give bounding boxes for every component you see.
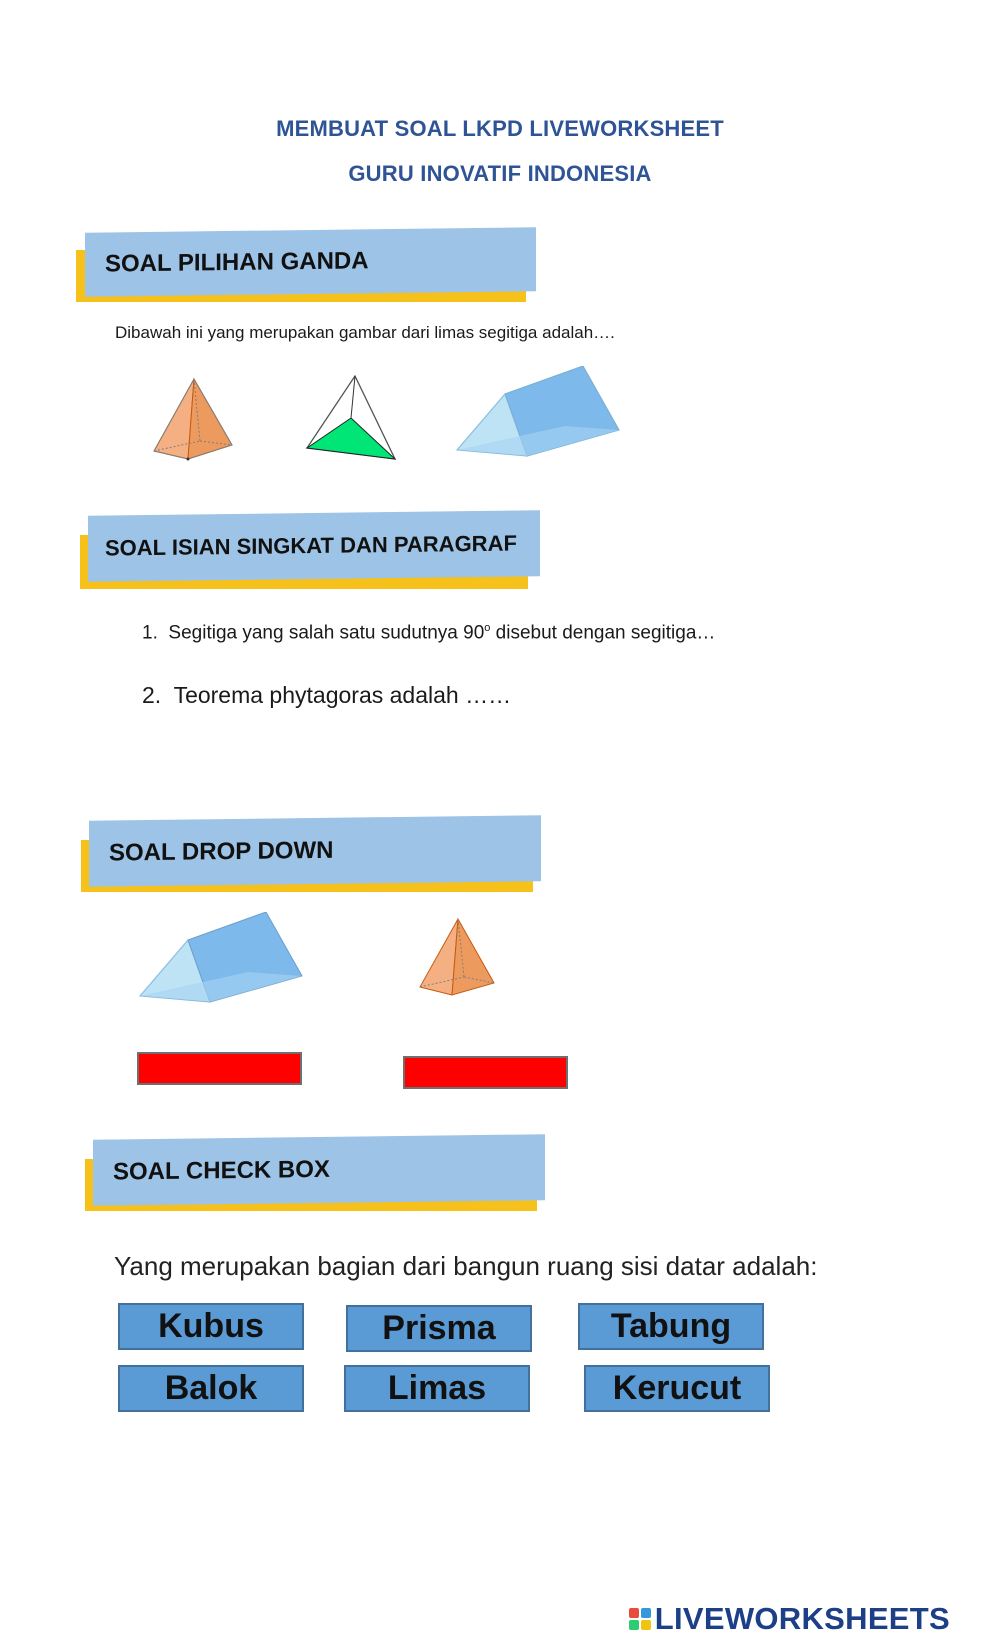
liveworksheets-logo	[629, 1601, 950, 1637]
option-kubus[interactable]: Kubus	[118, 1303, 304, 1350]
section-heading	[93, 1134, 545, 1206]
section-short-answer	[80, 513, 540, 593]
logo-text: LIVEWORKSHEETS	[654, 1601, 950, 1636]
section-multiple-choice	[76, 228, 536, 308]
section-heading-text: SOAL CHECK BOX	[113, 1155, 330, 1186]
page-subtitle: GURU INOVATIF INDONESIA	[348, 161, 652, 186]
section-checkbox	[85, 1137, 545, 1217]
dropdown-answer-1[interactable]	[137, 1052, 302, 1085]
prism-triangle-blue-icon	[138, 912, 308, 1008]
section-heading	[89, 815, 541, 887]
item-text: Teorema phytagoras adalah ……	[173, 682, 512, 708]
item-number: 1.	[142, 622, 158, 644]
pyramid-square-orange-icon	[416, 917, 500, 1005]
section-heading-text: SOAL ISIAN SINGKAT DAN PARAGRAF	[105, 530, 517, 561]
section-heading	[85, 227, 536, 297]
section-dropdown	[81, 818, 541, 898]
pyramid-triangle-green-icon[interactable]	[303, 374, 403, 466]
checkbox-question: Yang merupakan bagian dari bangun ruang sisi datar adalah:	[114, 1251, 818, 1281]
option-tabung[interactable]: Tabung	[578, 1303, 764, 1350]
item-text-end: disebut dengan segitiga…	[490, 622, 716, 644]
option-balok[interactable]: Balok	[118, 1365, 304, 1412]
pyramid-square-orange-icon[interactable]	[148, 375, 240, 470]
logo-grid-icon	[629, 1608, 651, 1630]
prism-triangle-blue-icon[interactable]	[455, 366, 625, 462]
page-title: MEMBUAT SOAL LKPD LIVEWORKSHEET	[276, 116, 724, 141]
section-heading-text: SOAL PILIHAN GANDA	[105, 247, 369, 278]
section-heading	[88, 510, 540, 582]
item-text: Segitiga yang salah satu sudutnya 90	[168, 622, 485, 644]
option-limas[interactable]: Limas	[344, 1365, 530, 1412]
mc-question: Dibawah ini yang merupakan gambar dari limas segitiga adalah….	[115, 323, 615, 342]
degree-superscript: o	[484, 622, 491, 634]
short-answer-item-1	[142, 622, 715, 644]
short-answer-item-2	[142, 682, 511, 709]
dropdown-answer-2[interactable]	[403, 1056, 568, 1089]
item-number: 2.	[142, 682, 162, 708]
section-heading-text: SOAL DROP DOWN	[109, 836, 334, 867]
option-kerucut[interactable]: Kerucut	[584, 1365, 770, 1412]
option-prisma[interactable]: Prisma	[346, 1305, 532, 1352]
